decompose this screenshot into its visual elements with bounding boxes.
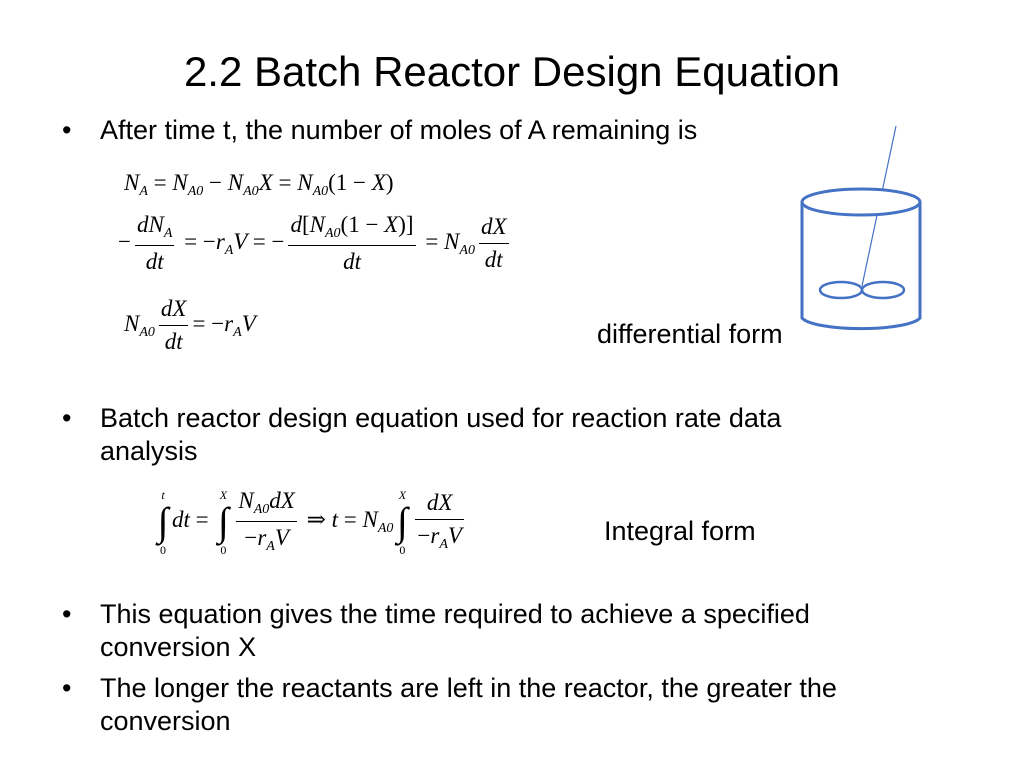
integral-sign: t ∫ 0 bbox=[157, 487, 169, 557]
bullet-dot: • bbox=[62, 403, 72, 433]
bullet-dot: • bbox=[62, 599, 72, 629]
equation-integral-form: t ∫ 0 dt = X ∫ 0 $\frac{N_{A0}dX}{-r_AV}$ ⇒ $t = N_{A0}$ X ∫ 0 $\frac{dX}{-r_AV}$ bbox=[154, 488, 468, 555]
bullet-dot: • bbox=[62, 115, 72, 145]
bullet-3-text-line-2: conversion X bbox=[100, 632, 257, 662]
bullet-dot: • bbox=[62, 673, 72, 703]
bullet-2-text-line-2: analysis bbox=[100, 436, 198, 466]
bullet-2-text: Batch reactor design equation used for reaction rate data bbox=[100, 403, 782, 433]
bullet-4-text: The longer the reactants are left in the reactor, the greater the bbox=[100, 673, 837, 703]
equation-moles-remaining: $N_A = N_{A0} - N_{A0}X = N_{A0}(1 - X)$ bbox=[124, 170, 394, 199]
bullet-3-text: This equation gives the time required to achieve a specified bbox=[100, 599, 810, 629]
bullet-4-text-line-2: conversion bbox=[100, 706, 231, 736]
vessel-rim bbox=[802, 189, 920, 215]
equation-differential-form: $N_{A0}$ $\frac{dX}{dt}$ = $-r_AV$ bbox=[124, 296, 256, 354]
slide-title: 2.2 Batch Reactor Design Equation bbox=[183, 48, 841, 95]
vessel-body bbox=[802, 202, 920, 329]
integral-sign: X ∫ 0 bbox=[217, 487, 229, 557]
bullet-1-text: After time t, the number of moles of A remaining is bbox=[100, 115, 698, 145]
impeller-blade-right bbox=[862, 282, 904, 298]
integral-form-label: Integral form bbox=[604, 516, 756, 546]
differential-form-label: differential form bbox=[597, 319, 783, 349]
impeller-blade-left bbox=[820, 282, 862, 298]
equation-rate-derivation: − $\frac{dN_A}{dt}$ = $-r_AV$ = − $\frac{d[N_{A0}(1 - X)]}{dt}$ = $N_{A0}$ $\frac{dX}{dt}$ bbox=[118, 212, 507, 274]
integral-sign: X ∫ 0 bbox=[396, 487, 408, 557]
batch-reactor-icon bbox=[790, 120, 930, 340]
